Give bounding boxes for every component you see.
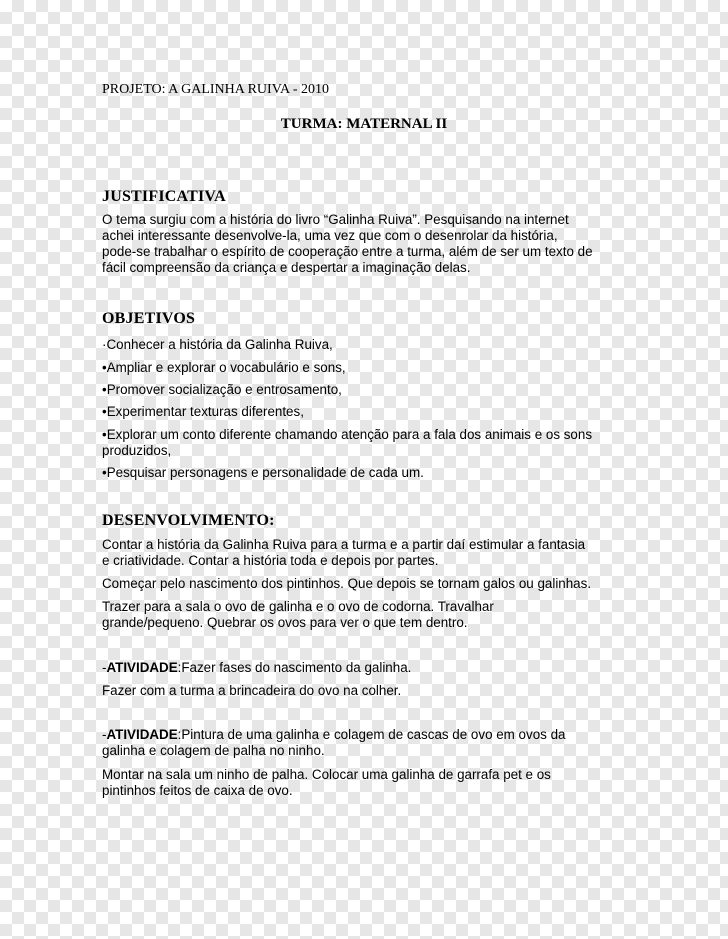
objective-item — [102, 360, 632, 376]
text-line: Contar a história da Galinha Ruiva para a turma e a partir daí estimular a fantasia — [102, 537, 586, 552]
text-line: pode-se trabalhar o espírito de cooperação entre a turma, além de ser um texto de — [102, 244, 593, 259]
text-line: galinha e colagem de palha no ninho. — [102, 743, 325, 758]
atividade-line — [102, 727, 632, 743]
text-line: Começar pelo nascimento dos pintinhos. Que depois se tornam galos ou galinhas. — [102, 576, 592, 591]
atividade-followup — [102, 767, 632, 799]
text-line: Montar na sala um ninho de palha. Colocar uma galinha de garrafa pet e os — [102, 767, 551, 782]
text-line: ·Conhecer a história da Galinha Ruiva, — [102, 337, 333, 352]
desenvolvimento-paragraph — [102, 599, 632, 631]
atividade-line — [102, 660, 632, 676]
project-title: PROJETO: A GALINHA RUIVA - 2010 — [102, 82, 330, 97]
atividade-paragraph — [102, 727, 632, 759]
text-line: fácil compreensão da criança e despertar a imaginação delas. — [102, 260, 471, 275]
text-line: produzidos, — [102, 443, 172, 458]
section-heading-justificativa: JUSTIFICATIVA — [102, 188, 226, 205]
text-line: •Ampliar e explorar o vocabulário e sons, — [102, 360, 346, 375]
text-line: e criatividade. Contar a história toda e depois por partes. — [102, 553, 439, 568]
objective-item — [102, 382, 632, 398]
atividade-text: :Pintura de uma galinha e colagem de cascas de ovo em ovos da — [177, 727, 566, 742]
objective-item — [102, 404, 632, 420]
desenvolvimento-paragraph — [102, 576, 632, 592]
text-line: Trazer para a sala o ovo de galinha e o ovo de codorna. Travalhar — [102, 599, 494, 614]
text-line: •Pesquisar personagens e personalidade de cada um. — [102, 465, 424, 480]
atividade-prefix: - — [102, 727, 107, 742]
atividade-text: :Fazer fases do nascimento da galinha. — [177, 660, 412, 675]
text-line: achei interessante desenvolve-la, uma vez que com o desenrolar da história, — [102, 228, 558, 243]
section-heading-objetivos: OBJETIVOS — [102, 310, 196, 327]
text-line: •Experimentar texturas diferentes, — [102, 404, 304, 419]
desenvolvimento-paragraph — [102, 537, 632, 569]
atividade-prefix: - — [102, 660, 107, 675]
objective-item — [102, 465, 632, 481]
objective-item — [102, 337, 632, 353]
text-line: •Promover socialização e entrosamento, — [102, 382, 342, 397]
atividade-followup: Fazer com a turma a brincadeira do ovo na colher. — [102, 683, 402, 698]
text-line: O tema surgiu com a história do livro “Galinha Ruiva”. Pesquisando na internet — [102, 212, 569, 227]
text-line: grande/pequeno. Quebrar os ovos para ver o que tem dentro. — [102, 615, 468, 630]
atividade-label: ATIVIDADE — [106, 727, 178, 742]
atividade-label: ATIVIDADE — [106, 660, 178, 675]
class-title: TURMA: MATERNAL II — [280, 116, 448, 132]
objective-item — [102, 427, 632, 459]
section-heading-desenvolvimento: DESENVOLVIMENTO: — [102, 512, 275, 529]
text-line: pintinhos feitos de caixa de ovo. — [102, 783, 293, 798]
justificativa-paragraph — [102, 212, 632, 276]
text-line: •Explorar um conto diferente chamando atenção para a fala dos animais e os sons — [102, 427, 593, 442]
